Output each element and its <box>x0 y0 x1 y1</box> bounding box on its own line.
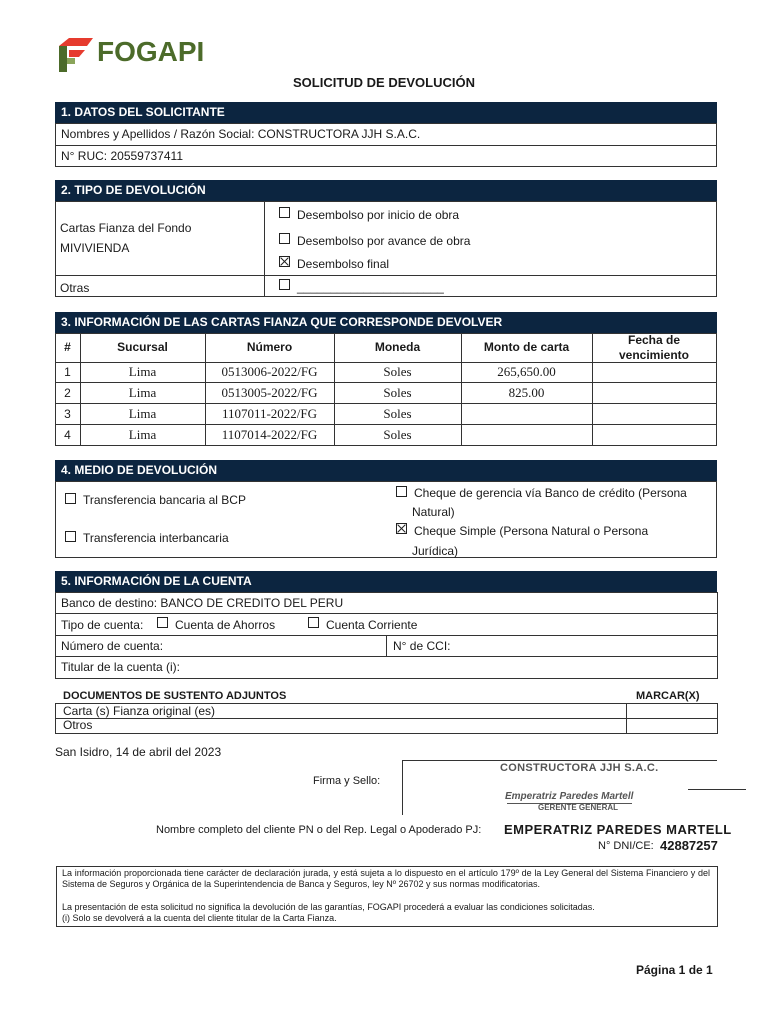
documentos-header: DOCUMENTOS DE SUSTENTO ADJUNTOS <box>63 690 287 702</box>
footer-note-1: La información proporcionada tiene carácter de declaración jurada, y está sujeta a lo dispuesto en el artículo 179º de la Ley General del Sistema Financiero y del Sistema de Seguros y Orgánica de la Superintendencia de Banca y Seguros, ley Nº 26702 y sus normas modificatorias. <box>62 868 710 889</box>
cuenta-corriente-checkbox[interactable] <box>308 617 319 628</box>
footer-note-3: (i) Solo se devolverá a la cuenta del cliente titular de la Carta Fianza. <box>62 913 337 923</box>
nombre-label: Nombre completo del cliente PN o del Rep. Legal o Apoderado PJ: <box>156 824 482 836</box>
cheque-simple-label-2: Jurídica) <box>412 544 459 558</box>
otras-label: Otras <box>60 281 90 295</box>
col-header-num: # <box>64 340 71 354</box>
section1-header: 1. DATOS DEL SOLICITANTE <box>55 102 717 123</box>
table-row-2-monto: 825.00 <box>508 385 545 400</box>
table-row-2-moneda: Soles <box>383 385 412 400</box>
desembolso-avance-checkbox[interactable] <box>279 233 290 244</box>
dni-label: N° DNI/CE: <box>598 840 654 852</box>
marcar-header: MARCAR(X) <box>636 690 700 702</box>
table-row-1-moneda: Soles <box>383 364 412 379</box>
stamp-company: CONSTRUCTORA JJH S.A.C. <box>500 762 659 774</box>
table-row-3-sucursal: Lima <box>128 406 157 421</box>
col-header-moneda: Moneda <box>374 340 421 354</box>
table-row-4-moneda: Soles <box>383 427 412 442</box>
desembolso-final-checkbox[interactable] <box>279 256 290 267</box>
numero-cuenta-label: Número de cuenta: <box>61 639 164 653</box>
cuenta-ahorros-label: Cuenta de Ahorros <box>175 618 276 632</box>
cartas-fianza-label-1: Cartas Fianza del Fondo <box>60 221 192 235</box>
firma-label: Firma y Sello: <box>313 775 381 787</box>
desembolso-avance-label: Desembolso por avance de obra <box>297 234 471 248</box>
section3-header: 3. INFORMACIÓN DE LAS CARTAS FIANZA QUE CORRESPONDE DEVOLVER <box>55 312 717 333</box>
stamp-person: Emperatriz Paredes Martell <box>505 791 634 802</box>
table-row-4-num: 4 <box>64 428 71 442</box>
transfer-bcp-label: Transferencia bancaria al BCP <box>83 493 246 507</box>
section4-header: 4. MEDIO DE DEVOLUCIÓN <box>55 460 717 481</box>
col-header-sucursal: Sucursal <box>117 340 168 354</box>
cci-label: N° de CCI: <box>393 639 451 653</box>
cheque-gerencia-label-2: Natural) <box>412 505 455 519</box>
transfer-inter-checkbox[interactable] <box>65 531 76 542</box>
table-row-4-sucursal: Lima <box>128 427 157 442</box>
table-row-2-num: 2 <box>64 386 71 400</box>
nombre-value: EMPERATRIZ PAREDES MARTELL <box>504 822 732 837</box>
table-row-1-monto: 265,650.00 <box>497 364 556 379</box>
cuenta-ahorros-checkbox[interactable] <box>157 617 168 628</box>
otras-checkbox[interactable] <box>279 279 290 290</box>
table-row-1-sucursal: Lima <box>128 364 157 379</box>
stamp-role: GERENTE GENERAL <box>538 803 619 812</box>
transfer-bcp-checkbox[interactable] <box>65 493 76 504</box>
table-row-4-numero: 1107014-2022/FG <box>221 427 318 442</box>
razon-social-field: Nombres y Apellidos / Razón Social: CONSTRUCTORA JJH S.A.C. <box>61 127 421 141</box>
fogapi-logo-text: FOGAPI <box>97 36 205 67</box>
place-date: San Isidro, 14 de abril del 2023 <box>55 745 222 759</box>
dni-value: 42887257 <box>660 838 718 853</box>
page-title: SOLICITUD DE DEVOLUCIÓN <box>292 75 475 90</box>
cheque-gerencia-checkbox[interactable] <box>396 486 407 497</box>
cheque-simple-label-1: Cheque Simple (Persona Natural o Persona <box>414 524 649 538</box>
cheque-simple-checkbox[interactable] <box>396 523 407 534</box>
table-row-2-numero: 0513005-2022/FG <box>221 385 318 400</box>
page-number: Página 1 de 1 <box>636 963 713 977</box>
cuenta-corriente-label: Cuenta Corriente <box>326 618 418 632</box>
table-row-3-num: 3 <box>64 407 71 421</box>
fogapi-logo <box>57 34 217 74</box>
fogapi-logo-mark <box>57 34 97 74</box>
otras-blank-field[interactable]: ______________________ <box>297 280 444 294</box>
table-row-1-num: 1 <box>64 365 71 379</box>
desembolso-inicio-label: Desembolso por inicio de obra <box>297 208 460 222</box>
cartas-fianza-label-2: MIVIVIENDA <box>60 241 130 255</box>
footer-note-2: La presentación de esta solicitud no significa la devolución de las garantías, FOGAPI procederá a evaluar las condiciones solicitadas. <box>62 902 595 912</box>
titular-cuenta-label: Titular de la cuenta (i): <box>61 660 180 674</box>
section2-header: 2. TIPO DE DEVOLUCIÓN <box>55 180 717 201</box>
cheque-gerencia-label-1: Cheque de gerencia vía Banco de crédito (Persona <box>414 486 687 500</box>
banco-destino-field: Banco de destino: BANCO DE CREDITO DEL PERU <box>61 596 344 610</box>
table-row-2-sucursal: Lima <box>128 385 157 400</box>
transfer-inter-label: Transferencia interbancaria <box>83 531 229 545</box>
col-header-fecha: Fecha de vencimiento <box>618 333 690 362</box>
table-row-3-numero: 1107011-2022/FG <box>221 406 318 421</box>
ruc-field: N° RUC: 20559737411 <box>61 149 183 163</box>
col-header-numero: Número <box>246 340 293 354</box>
tipo-cuenta-label: Tipo de cuenta: <box>61 618 144 632</box>
section5-header: 5. INFORMACIÓN DE LA CUENTA <box>55 571 717 592</box>
table-row-1-numero: 0513006-2022/FG <box>221 364 318 379</box>
col-header-monto: Monto de carta <box>483 340 570 354</box>
documento-item-carta: Carta (s) Fianza original (es) <box>63 704 216 718</box>
desembolso-final-label: Desembolso final <box>297 257 390 271</box>
documento-item-otros: Otros <box>63 718 93 732</box>
table-row-3-moneda: Soles <box>383 406 412 421</box>
desembolso-inicio-checkbox[interactable] <box>279 207 290 218</box>
